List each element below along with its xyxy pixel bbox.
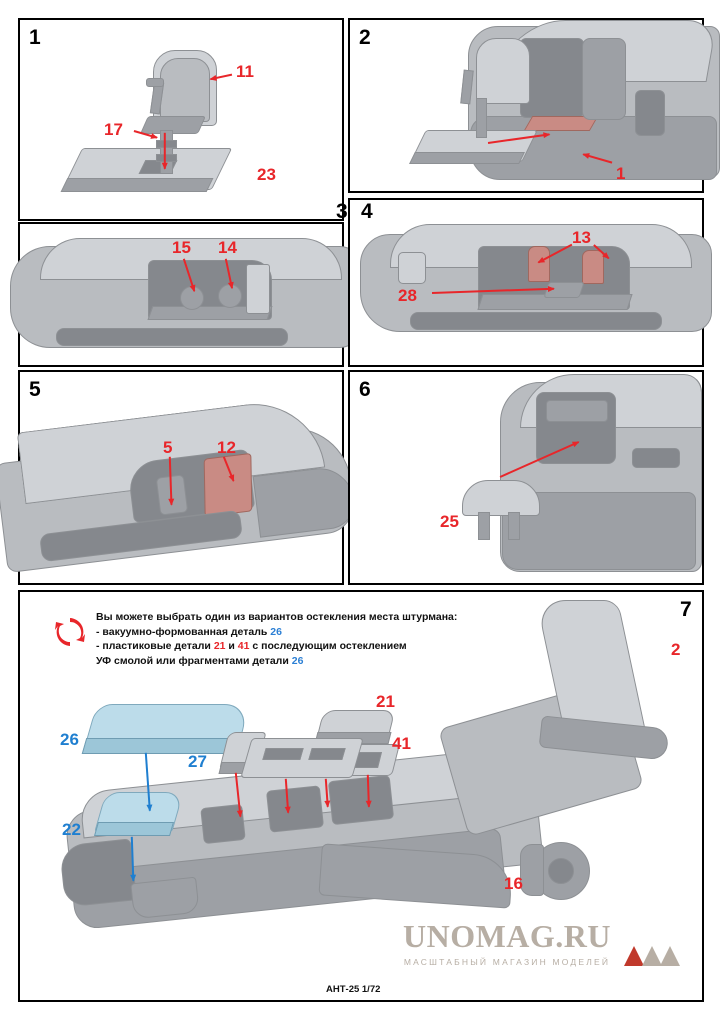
callout-11: 11 [236,62,254,81]
callout-25: 25 [440,512,459,531]
side-window-6 [632,448,680,468]
note-ref-26: 26 [270,625,282,638]
callout-17: 17 [104,120,123,139]
callout-15: 15 [172,238,191,257]
callout-22: 22 [62,820,81,839]
note-line-2-text: - вакуумно-формованная деталь [96,625,271,638]
callout-16: 16 [504,874,523,893]
part-tray-mid [240,738,363,778]
note-line-3-mid: и [225,640,238,652]
seat-column-ring [156,140,177,148]
part-tray-mid-slot-a [262,748,303,760]
cockpit-frame-6 [546,400,608,422]
seat-back-inner [160,58,210,122]
glazing-note [96,610,536,668]
part-25-leg-b [508,512,520,540]
callout-13: 13 [572,228,591,247]
logo-tagline: МАСШТАБНЫЙ МАГАЗИН МОДЕЛЕЙ [403,957,611,967]
callout-28: 28 [398,286,417,305]
panel-2 [348,18,704,193]
part-22-canopy-side [94,822,174,836]
part-tray-mid-slot-b [308,748,345,760]
side-panel-line [582,38,626,120]
cockpit-opening-a-7 [266,785,324,832]
main-wheel-hub-16 [548,858,574,884]
note-line-1: Вы можете выбрать один из вариантов остекления места штурмана: [96,611,458,623]
part-26-canopy-side [82,738,239,754]
seat-pan [140,116,206,134]
note-line-4 [96,654,536,669]
panel-6-number: 6 [359,378,371,401]
note-line-2 [96,625,536,640]
part-12-panel [204,453,253,517]
side-window-1 [635,90,665,136]
seat-assembly-column [476,98,487,138]
callout-27: 27 [188,752,207,771]
wheel-fairing-16 [520,844,544,896]
panel-2-number: 2 [359,26,371,49]
panel-1-number: 1 [29,26,41,49]
footer-title: АНТ-25 1/72 [326,984,381,995]
panel-3-number: 3 [336,200,348,223]
callout-p2-1: 1 [616,164,626,183]
side-window-4 [398,252,426,284]
note-ref-21: 21 [213,640,226,652]
part-13-seat-b [582,250,604,284]
logo-mark-icon [624,940,684,966]
panel-3 [18,200,348,367]
panel-5 [18,370,344,585]
panel-7 [18,590,704,1002]
note-line-3-post: с последующим остеклением [249,640,407,652]
fuselage-lower-panel-4 [410,312,662,330]
leader-11 [210,74,232,80]
callout-21: 21 [376,692,395,711]
note-line-3-text: - пластиковые детали [96,640,214,652]
callout-12: 12 [217,438,236,457]
instrument-panel-3 [246,264,270,314]
panel-6 [348,370,704,585]
note-line-3 [96,639,536,654]
part-25-cover [462,480,540,516]
panel-5-number: 5 [29,378,41,401]
panel-4 [348,198,704,367]
part-25-leg-a [478,512,490,540]
seat-assembly-base-side [409,152,525,164]
callout-5: 5 [163,438,173,457]
recycle-icon [52,614,88,650]
note-ref-26b: 26 [291,654,304,667]
nose-7 [59,838,137,907]
callout-41: 41 [392,734,411,753]
panel-4-number: 4 [361,200,373,223]
seat-assembly-back [476,38,530,104]
seat-base-plate-side [61,178,214,192]
panel-7-number: 7 [680,598,692,621]
part-17-hook [146,78,164,87]
panel-1 [18,18,344,221]
note-ref-41: 41 [237,640,250,652]
cockpit-opening-b-7 [328,775,394,825]
callout-23: 23 [257,165,276,184]
callout-14: 14 [218,238,237,257]
callout-26: 26 [60,730,79,749]
leader-seat-down [164,133,166,169]
logo [392,918,622,967]
note-line-4-text: УФ смолой или фрагментами детали [96,654,292,667]
seat-column-ring-2 [156,154,177,162]
fuselage-lower-panel-3 [56,328,288,346]
callout-p7-2: 2 [671,640,681,659]
logo-brand: UNOMAG.RU [402,918,612,954]
